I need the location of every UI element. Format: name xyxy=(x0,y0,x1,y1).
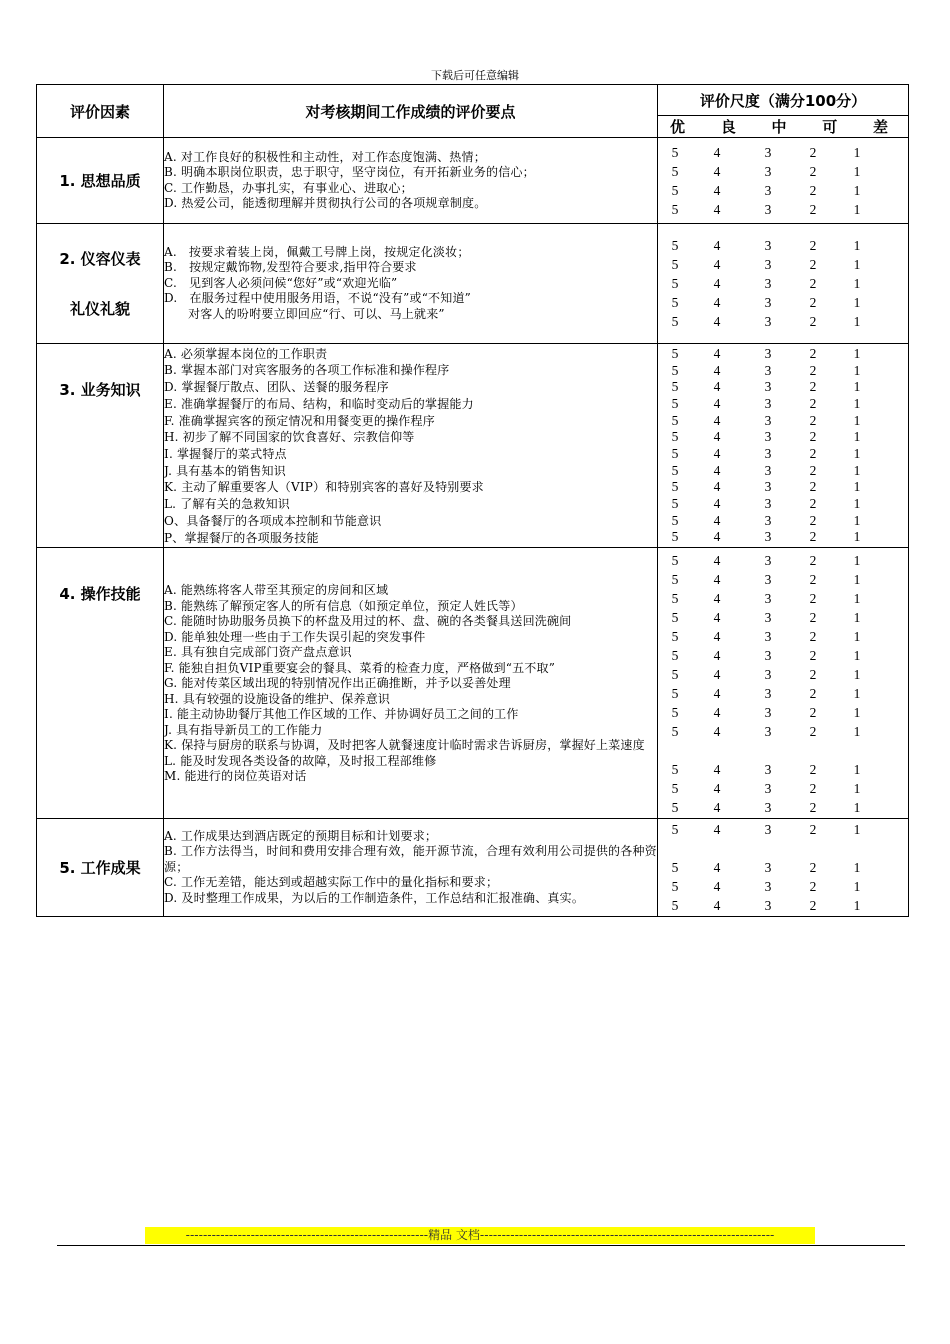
score-option-5[interactable]: 5 xyxy=(671,479,679,495)
footer-watermark: --------------------------------------------------------精品 文档-------------------------------------------------------------------- xyxy=(145,1227,815,1244)
score-option-4[interactable]: 4 xyxy=(713,553,721,568)
score-option-4[interactable]: 4 xyxy=(713,879,721,894)
item: P、掌握餐厅的各项服务技能 xyxy=(164,530,319,545)
score-row xyxy=(658,779,908,798)
score-option-5[interactable]: 5 xyxy=(671,553,679,568)
score-option-2[interactable]: 2 xyxy=(809,648,817,663)
score-option-2[interactable]: 2 xyxy=(809,591,817,606)
score-option-1[interactable]: 1 xyxy=(853,879,861,894)
score-row xyxy=(658,496,908,513)
score-option-1[interactable]: 1 xyxy=(853,860,861,875)
item: C. 工作勤恳，办事扎实，有事业心、进取心； xyxy=(164,180,413,195)
score-spacer xyxy=(658,839,908,858)
score-option-3[interactable]: 3 xyxy=(764,201,772,217)
item: D. 能单独处理一些由于工作失误引起的突发事件 xyxy=(164,629,426,644)
score-option-4[interactable]: 4 xyxy=(713,781,721,796)
score-row xyxy=(658,703,908,722)
score-option-4[interactable]: 4 xyxy=(713,822,721,837)
score-row xyxy=(658,429,908,446)
score-option-4[interactable]: 4 xyxy=(713,257,721,272)
score-option-1[interactable]: 1 xyxy=(853,395,861,411)
score-option-4[interactable]: 4 xyxy=(713,479,721,495)
score-option-4[interactable]: 4 xyxy=(713,762,721,777)
factor-3: 3. 业务知识 xyxy=(37,344,164,548)
item: D. 在服务过程中使用服务用语，不说“没有”或“不知道” xyxy=(164,291,471,306)
score-option-1[interactable]: 1 xyxy=(853,629,861,644)
score-option-1[interactable]: 1 xyxy=(853,667,861,682)
item: E. 具有独自完成部门资产盘点意识 xyxy=(164,645,352,660)
score-option-2[interactable]: 2 xyxy=(809,724,817,739)
score-row xyxy=(658,858,908,877)
item: G. 能对传菜区域出现的特别情况作出正确推断，并予以妥善处理 xyxy=(164,676,511,691)
score-option-5[interactable]: 5 xyxy=(671,724,679,739)
score-option-4[interactable]: 4 xyxy=(713,572,721,587)
score-row xyxy=(658,896,908,915)
score-spacer xyxy=(658,741,908,760)
score-row xyxy=(658,236,908,255)
score-option-2[interactable]: 2 xyxy=(809,429,817,445)
score-row xyxy=(658,255,908,274)
score-row xyxy=(658,513,908,530)
factor-4: 4. 操作技能 xyxy=(37,548,164,819)
score-option-2[interactable]: 2 xyxy=(809,462,817,478)
score-option-5[interactable]: 5 xyxy=(671,496,679,512)
score-option-2[interactable]: 2 xyxy=(809,257,817,272)
score-option-4[interactable]: 4 xyxy=(713,724,721,739)
score-option-3[interactable]: 3 xyxy=(764,295,772,310)
score-option-2[interactable]: 2 xyxy=(809,572,817,587)
score-option-2[interactable]: 2 xyxy=(809,705,817,720)
score-option-4[interactable]: 4 xyxy=(713,686,721,701)
score-row xyxy=(658,143,908,162)
item: F. 准确掌握宾客的预定情况和用餐变更的操作程序 xyxy=(164,413,435,428)
score-option-5[interactable]: 5 xyxy=(671,362,679,378)
score-option-3[interactable]: 3 xyxy=(764,412,772,428)
factor-5: 5. 工作成果 xyxy=(37,819,164,917)
score-option-1[interactable]: 1 xyxy=(853,182,861,198)
item: B. 能熟练了解预定客人的所有信息（如预定单位，预定人姓氏等） xyxy=(164,598,523,613)
score-row xyxy=(658,200,908,219)
score-option-2[interactable]: 2 xyxy=(809,762,817,777)
score-option-1[interactable]: 1 xyxy=(853,686,861,701)
score-option-1[interactable]: 1 xyxy=(853,479,861,495)
score-option-4[interactable]: 4 xyxy=(713,591,721,606)
score-row xyxy=(658,379,908,396)
score-option-1[interactable]: 1 xyxy=(853,345,861,361)
score-option-1[interactable]: 1 xyxy=(853,144,861,160)
score-option-1[interactable]: 1 xyxy=(853,822,861,837)
score-option-5[interactable]: 5 xyxy=(671,610,679,625)
score-option-1[interactable]: 1 xyxy=(853,314,861,329)
score-option-2[interactable]: 2 xyxy=(809,822,817,837)
factor-2-line2: 礼仪礼貌 xyxy=(69,299,130,318)
score-option-1[interactable]: 1 xyxy=(853,781,861,796)
score-option-5[interactable]: 5 xyxy=(671,182,679,198)
score-option-3[interactable]: 3 xyxy=(764,553,772,568)
score-option-1[interactable]: 1 xyxy=(853,898,861,913)
score-option-1[interactable]: 1 xyxy=(853,276,861,291)
score-option-4[interactable]: 4 xyxy=(713,379,721,395)
score-option-1[interactable]: 1 xyxy=(853,379,861,395)
item: J. 具有基本的销售知识 xyxy=(164,463,286,478)
item: B. 按规定戴饰物,发型符合要求,指甲符合要求 xyxy=(164,260,417,275)
scale-label-medium: 中 xyxy=(771,118,787,136)
scale-label-excellent: 优 xyxy=(670,118,686,136)
score-option-2[interactable]: 2 xyxy=(809,412,817,428)
score-option-4[interactable]: 4 xyxy=(713,295,721,310)
score-option-5[interactable]: 5 xyxy=(671,163,679,179)
score-option-4[interactable]: 4 xyxy=(713,412,721,428)
score-row xyxy=(658,529,908,546)
item: D. 掌握餐厅散点、团队、送餐的服务程序 xyxy=(164,380,389,395)
score-option-2[interactable]: 2 xyxy=(809,512,817,528)
score-option-3[interactable]: 3 xyxy=(764,276,772,291)
item: L. 了解有关的急救知识 xyxy=(164,497,290,512)
item: C. 能随时协助服务员换下的杯盘及用过的杯、盘、碗的各类餐具送回洗碗间 xyxy=(164,614,572,629)
scores-1 xyxy=(658,138,909,224)
score-option-1[interactable]: 1 xyxy=(853,762,861,777)
item: B. 明确本职岗位职责，忠于职守，坚守岗位，有开拓新业务的信心； xyxy=(164,165,535,179)
score-option-5[interactable]: 5 xyxy=(671,238,679,253)
score-option-5[interactable]: 5 xyxy=(671,144,679,160)
score-option-1[interactable]: 1 xyxy=(853,163,861,179)
item: F. 能独自担负VIP重要宴会的餐具、菜肴的检查力度，严格做到“五不取” xyxy=(164,660,556,675)
score-option-3[interactable]: 3 xyxy=(764,238,772,253)
score-option-5[interactable]: 5 xyxy=(671,314,679,329)
score-option-2[interactable]: 2 xyxy=(809,800,817,815)
score-option-2[interactable]: 2 xyxy=(809,446,817,461)
score-row xyxy=(658,627,908,646)
scores-3 xyxy=(658,344,909,548)
score-option-3[interactable]: 3 xyxy=(764,705,772,720)
score-option-1[interactable]: 1 xyxy=(853,462,861,478)
score-option-2[interactable]: 2 xyxy=(809,629,817,644)
score-option-2[interactable]: 2 xyxy=(809,781,817,796)
item: D. 及时整理工作成果，为以后的工作制造条件，工作总结和汇报准确、真实。 xyxy=(164,890,585,905)
score-option-4[interactable]: 4 xyxy=(713,201,721,217)
score-row xyxy=(658,274,908,293)
score-option-1[interactable]: 1 xyxy=(853,412,861,428)
score-option-5[interactable]: 5 xyxy=(671,686,679,701)
score-row xyxy=(658,479,908,496)
score-option-1[interactable]: 1 xyxy=(853,648,861,663)
score-option-3[interactable]: 3 xyxy=(764,479,772,495)
score-option-3[interactable]: 3 xyxy=(764,648,772,663)
score-row xyxy=(658,798,908,817)
score-option-5[interactable]: 5 xyxy=(671,395,679,411)
score-row xyxy=(658,570,908,589)
score-option-3[interactable]: 3 xyxy=(764,182,772,198)
score-row xyxy=(658,646,908,665)
score-option-3[interactable]: 3 xyxy=(764,163,772,179)
score-row xyxy=(658,413,908,430)
score-option-4[interactable]: 4 xyxy=(713,182,721,198)
item: B. 掌握本部门对宾客服务的各项工作标准和操作程序 xyxy=(164,363,450,378)
score-option-4[interactable]: 4 xyxy=(713,276,721,291)
score-option-4[interactable]: 4 xyxy=(713,429,721,445)
scale-label-poor: 差 xyxy=(872,118,888,136)
score-option-5[interactable]: 5 xyxy=(671,379,679,395)
score-option-2[interactable]: 2 xyxy=(809,163,817,179)
score-option-4[interactable]: 4 xyxy=(713,446,721,461)
score-option-3[interactable]: 3 xyxy=(764,144,772,160)
score-option-1[interactable]: 1 xyxy=(853,553,861,568)
score-option-5[interactable]: 5 xyxy=(671,295,679,310)
score-option-5[interactable]: 5 xyxy=(671,762,679,777)
item: B. 工作方法得当，时间和费用安排合理有效，能开源节流，合理有效利用公司提供的各种资源； xyxy=(164,844,657,874)
score-option-1[interactable]: 1 xyxy=(853,724,861,739)
item: M. 能进行的岗位英语对话 xyxy=(164,769,307,784)
item: K. 主动了解重要客人（VIP）和特别宾客的喜好及特别要求 xyxy=(164,480,484,495)
items-4 xyxy=(164,548,658,819)
score-option-1[interactable]: 1 xyxy=(853,705,861,720)
score-row xyxy=(658,722,908,741)
score-option-5[interactable]: 5 xyxy=(671,860,679,875)
item: A. 对工作良好的积极性和主动性，对工作态度饱满、热情； xyxy=(164,149,486,164)
score-option-1[interactable]: 1 xyxy=(853,429,861,445)
item: A. 按要求着装上岗，佩戴工号牌上岗，按规定化淡妆； xyxy=(164,244,470,259)
item: C. 工作无差错，能达到或超越实际工作中的量化指标和要求； xyxy=(164,875,499,890)
score-option-4[interactable]: 4 xyxy=(713,462,721,478)
score-option-4[interactable]: 4 xyxy=(713,648,721,663)
score-row xyxy=(658,820,908,839)
score-option-3[interactable]: 3 xyxy=(764,257,772,272)
score-option-4[interactable]: 4 xyxy=(713,860,721,875)
score-option-2[interactable]: 2 xyxy=(809,395,817,411)
score-option-5[interactable]: 5 xyxy=(671,879,679,894)
items-1 xyxy=(164,138,658,224)
score-option-5[interactable]: 5 xyxy=(671,898,679,913)
score-option-5[interactable]: 5 xyxy=(671,257,679,272)
score-option-4[interactable]: 4 xyxy=(713,345,721,361)
score-row xyxy=(658,162,908,181)
score-option-4[interactable]: 4 xyxy=(713,144,721,160)
score-option-1[interactable]: 1 xyxy=(853,572,861,587)
score-option-5[interactable]: 5 xyxy=(671,705,679,720)
score-option-2[interactable]: 2 xyxy=(809,345,817,361)
scores-5 xyxy=(658,819,909,917)
score-option-4[interactable]: 4 xyxy=(713,395,721,411)
score-option-3[interactable]: 3 xyxy=(764,345,772,361)
score-option-5[interactable]: 5 xyxy=(671,462,679,478)
scores-2 xyxy=(658,224,909,344)
item: I. 能主动协助餐厅其他工作区域的工作、并协调好员工之间的工作 xyxy=(164,707,519,722)
footer-divider xyxy=(57,1245,905,1246)
score-option-4[interactable]: 4 xyxy=(713,529,721,545)
score-option-2[interactable]: 2 xyxy=(809,667,817,682)
score-option-2[interactable]: 2 xyxy=(809,610,817,625)
item: 对客人的吩咐要立即回应“行、可以、马上就来” xyxy=(164,306,445,321)
score-option-3[interactable]: 3 xyxy=(764,898,772,913)
score-row xyxy=(658,446,908,463)
score-option-2[interactable]: 2 xyxy=(809,182,817,198)
score-option-3[interactable]: 3 xyxy=(764,395,772,411)
score-option-5[interactable]: 5 xyxy=(671,345,679,361)
score-option-4[interactable]: 4 xyxy=(713,898,721,913)
score-option-5[interactable]: 5 xyxy=(671,446,679,461)
score-option-3[interactable]: 3 xyxy=(764,667,772,682)
score-option-4[interactable]: 4 xyxy=(713,629,721,644)
score-option-3[interactable]: 3 xyxy=(764,572,772,587)
score-option-5[interactable]: 5 xyxy=(671,429,679,445)
header-factor: 评价因素 xyxy=(37,85,164,138)
item: I. 掌握餐厅的菜式特点 xyxy=(164,447,287,461)
score-option-1[interactable]: 1 xyxy=(853,362,861,378)
score-option-2[interactable]: 2 xyxy=(809,201,817,217)
score-option-4[interactable]: 4 xyxy=(713,238,721,253)
score-option-1[interactable]: 1 xyxy=(853,238,861,253)
score-option-4[interactable]: 4 xyxy=(713,512,721,528)
items-5 xyxy=(164,819,658,917)
item: A. 能熟练将客人带至其预定的房间和区域 xyxy=(164,583,389,598)
score-row xyxy=(658,346,908,363)
item: H. 初步了解不同国家的饮食喜好、宗教信仰等 xyxy=(164,430,415,445)
score-row xyxy=(658,551,908,570)
factor-1: 1. 思想品质 xyxy=(37,138,164,224)
top-note: 下载后可任意编辑 xyxy=(431,69,519,82)
score-row xyxy=(658,665,908,684)
score-option-5[interactable]: 5 xyxy=(671,572,679,587)
score-option-2[interactable]: 2 xyxy=(809,860,817,875)
scale-label-good: 良 xyxy=(720,118,736,136)
score-option-1[interactable]: 1 xyxy=(853,512,861,528)
score-option-1[interactable]: 1 xyxy=(853,529,861,545)
score-option-3[interactable]: 3 xyxy=(764,879,772,894)
score-option-2[interactable]: 2 xyxy=(809,879,817,894)
score-option-3[interactable]: 3 xyxy=(764,591,772,606)
scale-label-fair: 可 xyxy=(822,118,838,136)
score-option-5[interactable]: 5 xyxy=(671,667,679,682)
score-option-3[interactable]: 3 xyxy=(764,429,772,445)
score-option-2[interactable]: 2 xyxy=(809,295,817,310)
score-option-2[interactable]: 2 xyxy=(809,479,817,495)
score-option-1[interactable]: 1 xyxy=(853,446,861,461)
score-option-1[interactable]: 1 xyxy=(853,591,861,606)
score-option-5[interactable]: 5 xyxy=(671,648,679,663)
item: L. 能及时发现各类设备的故障，及时报工程部维修 xyxy=(164,753,437,768)
score-row xyxy=(658,684,908,703)
score-row xyxy=(658,463,908,480)
score-option-3[interactable]: 3 xyxy=(764,362,772,378)
score-option-3[interactable]: 3 xyxy=(764,822,772,837)
item: O、具备餐厅的各项成本控制和节能意识 xyxy=(164,513,382,528)
score-option-2[interactable]: 2 xyxy=(809,362,817,378)
score-row xyxy=(658,181,908,200)
score-option-4[interactable]: 4 xyxy=(713,314,721,329)
score-option-3[interactable]: 3 xyxy=(764,496,772,512)
score-option-1[interactable]: 1 xyxy=(853,201,861,217)
score-option-2[interactable]: 2 xyxy=(809,276,817,291)
score-option-2[interactable]: 2 xyxy=(809,238,817,253)
header-scale-title: 评价尺度（满分100分） xyxy=(658,85,909,116)
score-option-3[interactable]: 3 xyxy=(764,314,772,329)
score-option-4[interactable]: 4 xyxy=(713,362,721,378)
score-row xyxy=(658,608,908,627)
score-option-2[interactable]: 2 xyxy=(809,314,817,329)
scores-4 xyxy=(658,548,909,819)
item: J. 具有指导新员工的工作能力 xyxy=(164,722,323,737)
score-row xyxy=(658,312,908,331)
score-row xyxy=(658,589,908,608)
score-option-5[interactable]: 5 xyxy=(671,591,679,606)
score-option-1[interactable]: 1 xyxy=(853,257,861,272)
items-3 xyxy=(164,344,658,548)
score-option-4[interactable]: 4 xyxy=(713,705,721,720)
header-points: 对考核期间工作成绩的评价要点 xyxy=(164,85,658,138)
score-option-5[interactable]: 5 xyxy=(671,512,679,528)
score-option-3[interactable]: 3 xyxy=(764,800,772,815)
score-row xyxy=(658,363,908,380)
score-option-5[interactable]: 5 xyxy=(671,629,679,644)
item: A. 必须掌握本岗位的工作职责 xyxy=(164,346,328,361)
score-option-3[interactable]: 3 xyxy=(764,762,772,777)
score-option-4[interactable]: 4 xyxy=(713,496,721,512)
item: D. 热爱公司，能透彻理解并贯彻执行公司的各项规章制度。 xyxy=(164,196,487,210)
score-option-5[interactable]: 5 xyxy=(671,822,679,837)
score-option-5[interactable]: 5 xyxy=(671,529,679,545)
score-option-2[interactable]: 2 xyxy=(809,379,817,395)
score-option-5[interactable]: 5 xyxy=(671,800,679,815)
score-option-5[interactable]: 5 xyxy=(671,412,679,428)
score-option-2[interactable]: 2 xyxy=(809,496,817,512)
score-option-4[interactable]: 4 xyxy=(713,667,721,682)
score-option-3[interactable]: 3 xyxy=(764,781,772,796)
score-option-4[interactable]: 4 xyxy=(713,163,721,179)
evaluation-table xyxy=(36,84,909,917)
score-option-1[interactable]: 1 xyxy=(853,610,861,625)
score-option-1[interactable]: 1 xyxy=(853,800,861,815)
item: C. 见到客人必须问候“您好”或“欢迎光临” xyxy=(164,275,398,290)
factor-2-line1: 2. 仪容仪表 xyxy=(59,249,141,268)
score-option-2[interactable]: 2 xyxy=(809,686,817,701)
score-option-2[interactable]: 2 xyxy=(809,144,817,160)
score-option-2[interactable]: 2 xyxy=(809,898,817,913)
factor-2 xyxy=(37,224,164,344)
score-option-3[interactable]: 3 xyxy=(764,629,772,644)
score-option-3[interactable]: 3 xyxy=(764,462,772,478)
score-row xyxy=(658,760,908,779)
score-option-3[interactable]: 3 xyxy=(764,529,772,545)
score-option-3[interactable]: 3 xyxy=(764,512,772,528)
score-option-5[interactable]: 5 xyxy=(671,276,679,291)
score-option-4[interactable]: 4 xyxy=(713,610,721,625)
item: K. 保持与厨房的联系与协调，及时把客人就餐速度计临时需求告诉厨房，掌握好上菜速度 xyxy=(164,738,645,753)
score-option-3[interactable]: 3 xyxy=(764,860,772,875)
item: H. 具有较强的设施设备的维护、保养意识 xyxy=(164,691,391,706)
score-option-2[interactable]: 2 xyxy=(809,529,817,545)
score-option-1[interactable]: 1 xyxy=(853,496,861,512)
scale-labels xyxy=(658,116,908,137)
score-option-3[interactable]: 3 xyxy=(764,379,772,395)
items-2 xyxy=(164,224,658,344)
score-option-3[interactable]: 3 xyxy=(764,446,772,461)
item: A. 工作成果达到酒店既定的预期目标和计划要求； xyxy=(164,828,438,843)
score-option-3[interactable]: 3 xyxy=(764,724,772,739)
score-row xyxy=(658,877,908,896)
score-option-2[interactable]: 2 xyxy=(809,553,817,568)
score-option-3[interactable]: 3 xyxy=(764,610,772,625)
score-option-5[interactable]: 5 xyxy=(671,781,679,796)
score-option-4[interactable]: 4 xyxy=(713,800,721,815)
score-option-5[interactable]: 5 xyxy=(671,201,679,217)
score-option-3[interactable]: 3 xyxy=(764,686,772,701)
score-option-1[interactable]: 1 xyxy=(853,295,861,310)
score-row xyxy=(658,293,908,312)
score-row xyxy=(658,396,908,413)
item: E. 准确掌握餐厅的布局、结构，和临时变动后的掌握能力 xyxy=(164,396,474,411)
